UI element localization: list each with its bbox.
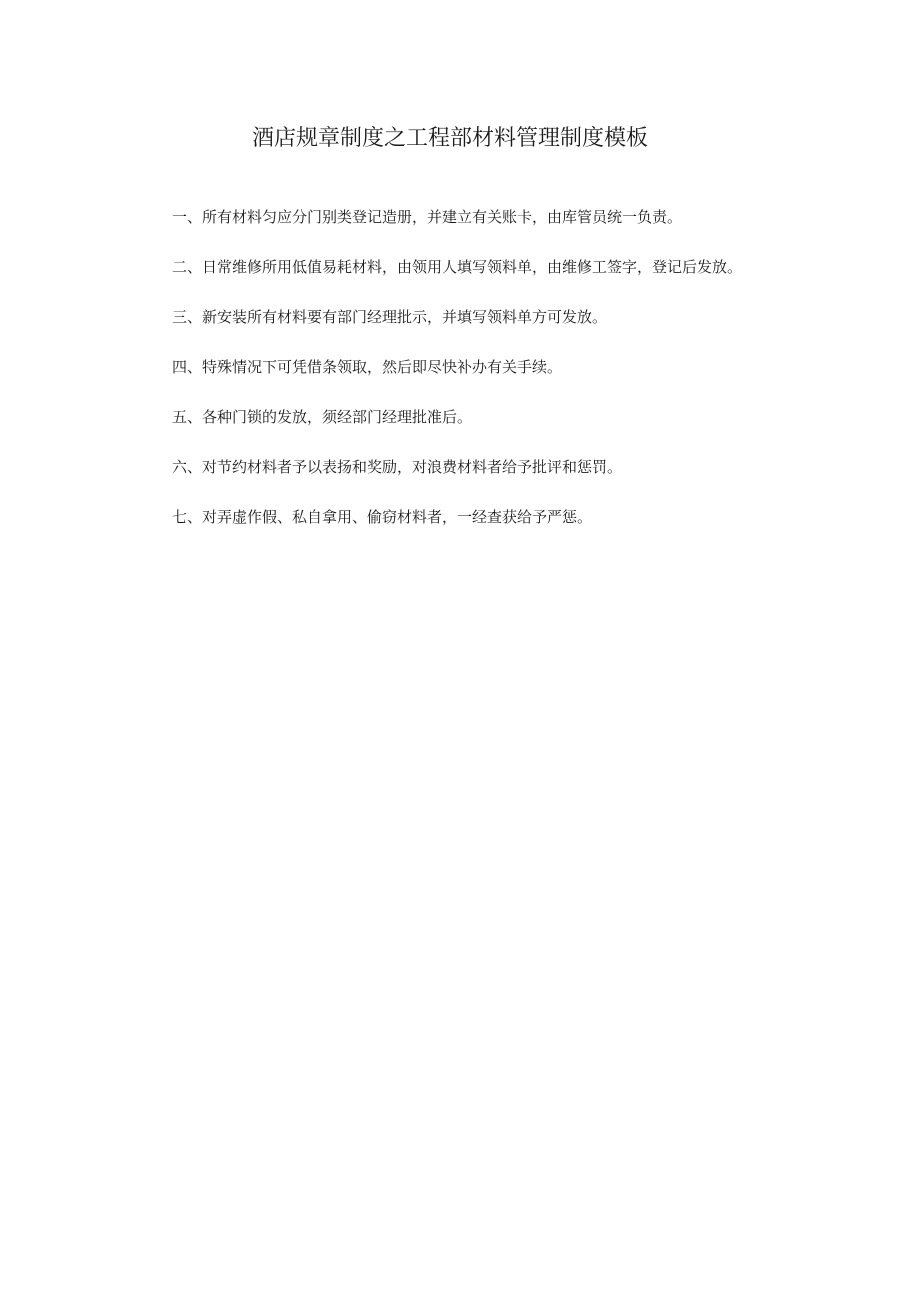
clause-item: 四、特殊情况下可凭借条领取，然后即尽快补办有关手续。 — [172, 358, 563, 376]
clause-item: 三、新安装所有材料要有部门经理批示，并填写领料单方可发放。 — [172, 308, 608, 326]
clause-item: 二、日常维修所用低值易耗材料，由领用人填写领料单，由维修工签字，登记后发放。 — [172, 258, 743, 276]
clause-item: 一、所有材料匀应分门别类登记造册，并建立有关账卡，由库管员统一负责。 — [172, 208, 683, 226]
clause-item: 五、各种门锁的发放，须经部门经理批准后。 — [172, 408, 473, 426]
document-title: 酒店规章制度之工程部材料管理制度模板 — [251, 126, 648, 151]
clause-list — [116, 192, 792, 542]
clause-item: 七、对弄虚作假、私自拿用、偷窃材料者，一经查获给予严惩。 — [172, 508, 593, 526]
clause-item: 六、对节约材料者予以表扬和奖励，对浪费材料者给予批评和惩罚。 — [172, 458, 623, 476]
